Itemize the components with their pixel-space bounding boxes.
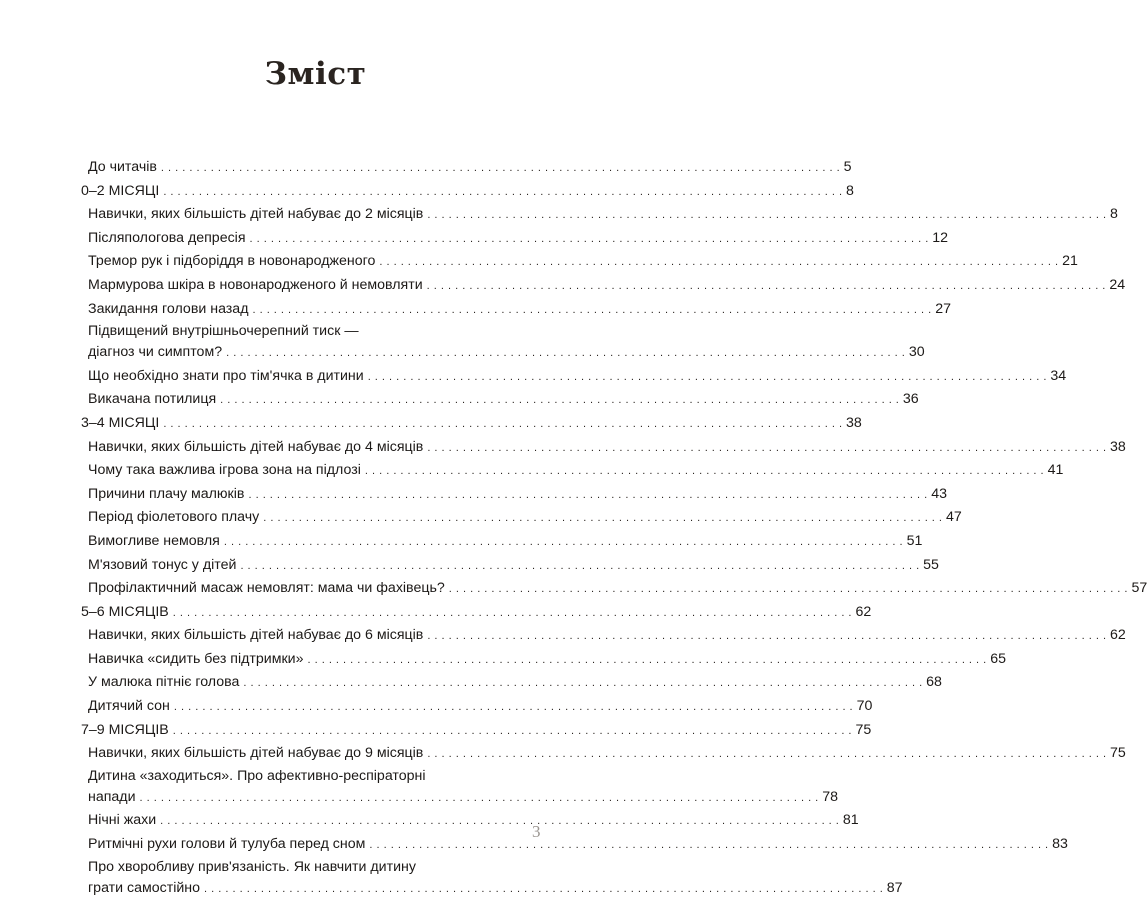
toc-entry-page: 87 — [886, 879, 903, 896]
toc-section — [81, 719, 872, 743]
toc-entry-page: 55 — [923, 556, 939, 573]
toc-entry-page: 34 — [1050, 367, 1067, 384]
toc-entry-page: 51 — [906, 532, 923, 549]
toc-entry-page: 62 — [855, 603, 872, 620]
toc-leader-dots — [250, 228, 929, 252]
toc-entry-page: 62 — [1110, 627, 1126, 644]
toc-entry-page: 83 — [1052, 836, 1068, 853]
toc-entry — [81, 341, 925, 365]
toc-entry — [81, 554, 939, 578]
toc-entry-label: Підвищений внутрішньочерепний тиск — — [88, 323, 359, 340]
toc-entry-label: Навички, яких більшість дітей набуває до 6 місяців — [88, 627, 424, 644]
toc-entry-page: 75 — [855, 721, 872, 738]
toc-leader-dots — [243, 672, 922, 696]
toc-entry-page: 78 — [822, 788, 839, 805]
toc-leader-dots — [224, 531, 903, 555]
toc-entry-page: 12 — [932, 229, 949, 246]
toc-entry — [81, 530, 923, 554]
toc-entry-page: 47 — [945, 509, 962, 526]
page-title: Зміст — [264, 56, 367, 92]
toc-entry — [81, 742, 1126, 766]
toc-leader-dots — [204, 878, 883, 901]
toc-entry — [81, 786, 839, 810]
toc-entry-label: Навички, яких більшість дітей набуває до 9 місяців — [88, 745, 424, 762]
toc-entry-label: Ритмічні рухи голови й тулуба перед сном — [88, 836, 366, 853]
toc-entry-label: Післяпологова депресія — [88, 229, 246, 246]
toc-leader-dots — [174, 696, 853, 720]
toc-entry-label: Навички, яких більшість дітей набуває до 2 місяців — [88, 206, 424, 223]
toc-entry — [81, 577, 1147, 601]
toc-leader-dots — [307, 649, 986, 673]
toc-entry — [81, 857, 543, 877]
toc-leader-dots — [427, 743, 1106, 767]
toc-section — [81, 180, 854, 204]
toc-entry-label: Тремор рук і підборіддя в новонародженого — [88, 253, 376, 270]
toc-entry — [81, 298, 951, 322]
toc-entry-label: Навичка «сидить без підтримки» — [88, 650, 304, 667]
toc-entry-page: 21 — [1062, 253, 1078, 270]
toc-entry — [81, 809, 859, 833]
toc-entry-page: 68 — [926, 674, 942, 691]
toc-entry-page: 43 — [931, 485, 947, 502]
toc-entry-page: 8 — [1110, 206, 1118, 223]
toc-leader-dots — [173, 602, 852, 626]
toc-leader-dots — [173, 720, 852, 744]
toc-leader-dots — [449, 578, 1128, 602]
toc-entry-label: 5–6 МІСЯЦІВ — [81, 603, 169, 620]
toc-entry-label: Чому така важлива ігрова зона на підлозі — [88, 462, 361, 479]
toc-entry-label: 3–4 МІСЯЦІ — [81, 414, 160, 431]
toc-leader-dots — [369, 834, 1048, 858]
toc-entry — [81, 459, 1064, 483]
toc-entry-page: 38 — [1110, 438, 1126, 455]
toc-entry — [81, 877, 903, 901]
toc-entry — [81, 274, 1126, 298]
toc-entry-page: 70 — [856, 698, 873, 715]
toc-leader-dots — [248, 484, 927, 508]
toc-entry — [81, 365, 1067, 389]
toc-entry-page: 27 — [935, 300, 951, 317]
toc-entry-label: М'язовий тонус у дітей — [88, 556, 237, 573]
toc-leader-dots — [252, 299, 931, 323]
toc-entry — [81, 250, 1078, 274]
toc-leader-dots — [427, 275, 1106, 299]
toc-entry — [81, 671, 942, 695]
toc-entry-page: 81 — [842, 812, 859, 829]
toc-leader-dots — [161, 157, 840, 181]
toc-entry — [81, 203, 1118, 227]
toc-entry-label: Профілактичний масаж немовлят: мама чи фахівець? — [88, 580, 445, 597]
toc-entry-label: Дитячий сон — [88, 698, 170, 715]
toc-entry-label: Причини плачу малюків — [88, 485, 245, 502]
toc-entry-page: 57 — [1131, 580, 1147, 597]
toc-entry-label: Викачана потилиця — [88, 391, 217, 408]
toc-entry-page: 24 — [1109, 276, 1126, 293]
toc-entry — [81, 436, 1126, 460]
toc-leader-dots — [226, 342, 905, 366]
toc-leader-dots — [163, 181, 842, 205]
toc-leader-dots — [427, 625, 1106, 649]
toc-leader-dots — [160, 810, 839, 834]
toc-entry-label: У малюка пітніє голова — [88, 674, 240, 691]
toc-entry-label: Період фіолетового плачу — [88, 509, 260, 526]
toc-leader-dots — [220, 389, 899, 413]
toc-entry — [81, 321, 543, 341]
table-of-contents — [81, 156, 1147, 900]
toc-leader-dots — [427, 204, 1106, 228]
toc-leader-dots — [368, 366, 1047, 390]
toc-entry — [81, 766, 543, 786]
toc-entry — [81, 227, 949, 251]
toc-entry — [81, 506, 962, 530]
toc-entry-label: Дитина «заходиться». Про афективно-респіраторні — [88, 767, 426, 784]
toc-entry-page: 41 — [1047, 462, 1064, 479]
toc-entry — [81, 648, 1006, 672]
toc-entry-page: 75 — [1110, 745, 1126, 762]
toc-leader-dots — [379, 251, 1058, 275]
toc-entry-page: 65 — [990, 650, 1006, 667]
toc-entry-label: Мармурова шкіра в новонародженого й немовляти — [88, 276, 423, 293]
toc-entry-page: 36 — [902, 391, 919, 408]
toc-leader-dots — [263, 507, 942, 531]
toc-leader-dots — [365, 460, 1044, 484]
toc-entry-page: 30 — [908, 344, 925, 361]
page-number: 3 — [532, 822, 541, 841]
toc-entry-page: 5 — [843, 159, 852, 175]
toc-entry-label: Про хворобливу прив'язаність. Як навчити дитину — [88, 858, 416, 875]
toc-entry-label: 7–9 МІСЯЦІВ — [81, 721, 169, 738]
toc-entry-label: Навички, яких більшість дітей набуває до 4 місяців — [88, 438, 424, 455]
toc-entry-label: Нічні жахи — [88, 812, 157, 829]
toc-entry-label: Що необхідно знати про тім'ячка в дитини — [88, 367, 364, 384]
toc-entry — [81, 483, 947, 507]
toc-entry — [81, 388, 919, 412]
toc-entry-label: 0–2 МІСЯЦІ — [81, 182, 160, 199]
toc-entry-page: 38 — [846, 414, 862, 431]
toc-leader-dots — [140, 787, 819, 811]
toc-entry-label: діагноз чи симптом? — [88, 344, 223, 361]
toc-leader-dots — [163, 413, 842, 437]
toc-entry — [81, 695, 873, 719]
toc-section — [81, 412, 862, 436]
toc-entry-label: Вимогливе немовля — [88, 532, 220, 549]
toc-entry — [81, 624, 1126, 648]
toc-entry — [81, 833, 1068, 857]
toc-entry-label: Закидання голови назад — [88, 300, 249, 317]
toc-leader-dots — [240, 555, 919, 579]
toc-leader-dots — [427, 437, 1106, 461]
toc-section — [81, 601, 872, 625]
toc-entry-label: До читачів — [88, 159, 157, 175]
toc-entry — [81, 156, 852, 180]
toc-entry-page: 8 — [846, 182, 854, 199]
toc-entry-label: грати самостійно — [88, 879, 201, 896]
toc-entry-label: напади — [88, 788, 136, 805]
